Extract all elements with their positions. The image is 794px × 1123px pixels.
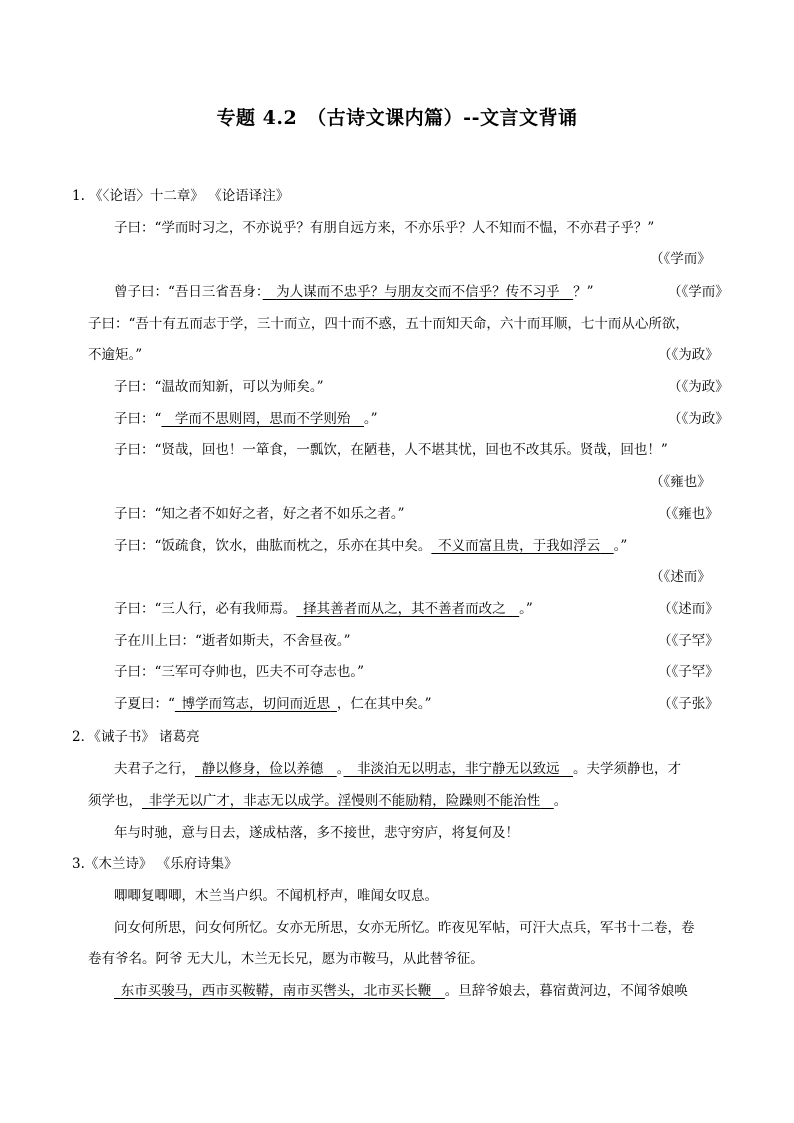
quote-text: 。” bbox=[363, 411, 378, 427]
quote-source: （《子罕》 bbox=[658, 633, 719, 649]
fill-blank-answer: 非淡泊无以明志，非宁静无以致远 bbox=[357, 761, 560, 777]
quote-line: 子曰：“温故而知新，可以为师矣。” bbox=[114, 379, 324, 395]
section-heading-jiezishu: 2．《诫子书》 诸葛亮 bbox=[72, 729, 200, 745]
quote-line: 不逾矩。” bbox=[88, 347, 143, 363]
fill-blank-answer: 为人谋而不忠乎？与朋友交而不信乎？传不习乎 bbox=[276, 284, 560, 300]
fill-blank-answer: 学而不思则罔，思而不学则殆 bbox=[174, 411, 351, 427]
quote-text: 子夏曰：“ bbox=[114, 696, 175, 712]
quote-source: （《为政》 bbox=[668, 379, 729, 395]
quote-source: （《学而》 bbox=[668, 284, 729, 300]
quote-source: （《雍也》 bbox=[650, 474, 711, 490]
quote-line bbox=[114, 409, 378, 429]
quote-source: （《为政》 bbox=[658, 347, 719, 363]
quote-source: （《学而》 bbox=[650, 251, 711, 267]
quote-line bbox=[114, 282, 594, 302]
quote-text: 曾子曰：“吾日三省吾身： bbox=[114, 284, 263, 300]
quote-text: 。” bbox=[613, 538, 628, 554]
passage-line: 夫君子之行， 静以修身，俭以养德 。 非淡泊无以明志，非宁静无以致远 。夫学须静也，才 bbox=[114, 761, 681, 777]
fill-blank-answer: 静以修身，俭以养德 bbox=[201, 761, 324, 777]
quote-text: ，仁在其中矣。” bbox=[336, 696, 432, 712]
quote-line: 子曰：“知之者不如好之者，好之者不如乐之者。” bbox=[114, 506, 405, 522]
passage-line: 东市买骏马，西市买鞍鞯，南市买辔头，北市买长鞭 。旦辞爷娘去，暮宿黄河边，不闻爷娘唤 bbox=[114, 981, 688, 1001]
quote-source: （《述而》 bbox=[650, 569, 711, 585]
passage-line: 年与时驰，意与日去，遂成枯落，多不接世，悲守穷庐，将复何及！ bbox=[114, 825, 519, 841]
quote-text: 子曰：“饭疏食，饮水，曲肱而枕之，乐亦在其中矣。 bbox=[114, 538, 432, 554]
quote-text: ？” bbox=[573, 284, 594, 300]
section-heading-lunyu: 1. 《〈论语〉十二章》 《论语译注》 bbox=[72, 188, 290, 204]
quote-source: （《述而》 bbox=[658, 601, 719, 617]
fill-blank-answer: 博学而笃志，切问而近思 bbox=[181, 696, 331, 712]
fill-blank-answer: 择其善者而从之，其不善者而改之 bbox=[303, 601, 506, 617]
section-heading-mulanshi: 3.《木兰诗》 《乐府诗集》 bbox=[72, 856, 238, 872]
quote-line: 子在川上曰：“逝者如斯夫，不舍昼夜。” bbox=[114, 633, 351, 649]
quote-line bbox=[114, 599, 533, 619]
quote-text: 子曰：“三人行，必有我师焉。 bbox=[114, 601, 297, 617]
passage-line: 唧唧复唧唧，木兰当户织。不闻机杼声，唯闻女叹息。 bbox=[114, 888, 438, 904]
quote-line: 子曰：“学而时习之，不亦说乎？有朋自远方来，不亦乐乎？人不知而不愠，不亦君子乎？” bbox=[114, 220, 655, 236]
quote-text: 。” bbox=[519, 601, 533, 617]
quote-source: （《雍也》 bbox=[658, 506, 719, 522]
quote-line bbox=[114, 694, 432, 714]
quote-line bbox=[114, 536, 627, 556]
quote-source: （《为政》 bbox=[668, 411, 729, 427]
quote-source: （《子罕》 bbox=[658, 664, 719, 680]
fill-blank-answer: 不义而富且贵，于我如浮云 bbox=[438, 538, 601, 554]
passage-line: 卷有爷名。阿爷 无大儿，木兰无长兄，愿为市鞍马，从此替爷征。 bbox=[88, 951, 484, 967]
quote-line: 子曰：“贤哉，回也！一箪食，一瓢饮，在陋巷，人不堪其忧，回也不改其乐。贤哉，回也！” bbox=[114, 442, 668, 458]
passage-line: 问女何所思，问女何所忆。女亦无所思，女亦无所忆。昨夜见军帖，可汗大点兵，军书十二卷，卷 bbox=[114, 920, 695, 936]
fill-blank-answer: 非学无以广才，非志无以成学。淫慢则不能励精，险躁则不能治性 bbox=[148, 793, 541, 809]
passage-line: 须学也， 非学无以广才，非志无以成学。淫慢则不能励精，险躁则不能治性 。 bbox=[88, 793, 568, 809]
quote-source: （《子张》 bbox=[658, 696, 719, 712]
quote-line: 子曰：“三军可夺帅也，匹夫不可夺志也。” bbox=[114, 664, 365, 680]
fill-blank-answer: 东市买骏马，西市买鞍鞯，南市买辔头，北市买长鞭 bbox=[120, 983, 432, 999]
page-title: 专题 4.2 （古诗文课内篇）--文言文背诵 bbox=[216, 107, 578, 129]
quote-line: 子曰：“吾十有五而志于学，三十而立，四十而不惑，五十而知天命，六十而耳顺，七十而从心所欲， bbox=[88, 316, 689, 332]
quote-text: 子曰：“ bbox=[114, 411, 162, 427]
